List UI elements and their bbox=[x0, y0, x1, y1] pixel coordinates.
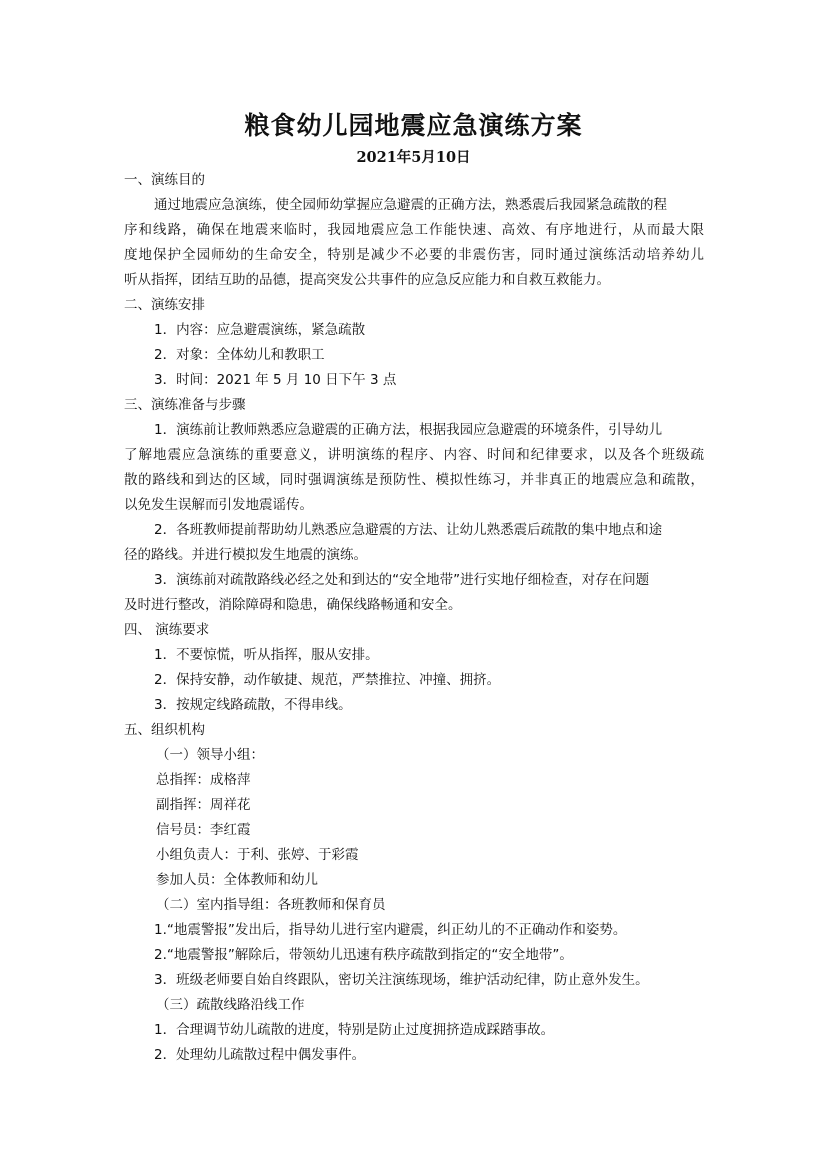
list-item: 1．合理调节幼儿疏散的进度，特别是防止过度拥挤造成踩踏事故。 bbox=[154, 1022, 555, 1038]
list-item: 1．内容：应急避震演练，紧急疏散 bbox=[154, 322, 366, 338]
paragraph-line: 以免发生误解而引发地震谣传。 bbox=[124, 497, 313, 513]
paragraph-line: 了解地震应急演练的重要意义，讲明演练的程序、内容、时间和纪律要求，以及各个班级疏 bbox=[124, 447, 704, 463]
paragraph-line: 2．各班教师提前帮助幼儿熟悉应急避震的方法、让幼儿熟悉震后疏散的集中地点和途 bbox=[154, 522, 663, 538]
document-date: 2021年5月10日 bbox=[356, 149, 471, 166]
list-item: 2．对象：全体幼儿和教职工 bbox=[154, 347, 325, 363]
list-item: 3．时间：2021 年 5 月 10 日下午 3 点 bbox=[154, 372, 397, 388]
paragraph-line: 及时进行整改，消除障碍和隐患，确保线路畅通和安全。 bbox=[124, 597, 462, 613]
list-item: 2.“地震警报”解除后，带领幼儿迅速有秩序疏散到指定的“安全地带”。 bbox=[154, 947, 573, 963]
section-heading: 四、 演练要求 bbox=[124, 622, 210, 638]
list-item: 3．按规定线路疏散，不得串线。 bbox=[154, 697, 352, 713]
staff-line: 信号员：李红霞 bbox=[156, 822, 251, 838]
subsection-heading: （二）室内指导组：各班教师和保育员 bbox=[156, 897, 386, 913]
section-heading: 二、演练安排 bbox=[124, 297, 205, 313]
paragraph-line: 1．演练前让教师熟悉应急避震的正确方法，根据我园应急避震的环境条件，引导幼儿 bbox=[154, 422, 663, 438]
list-item: 3．班级老师要自始自终跟队，密切关注演练现场，维护活动纪律，防止意外发生。 bbox=[154, 972, 649, 988]
section-heading: 五、组织机构 bbox=[124, 722, 205, 738]
staff-line: 副指挥：周祥花 bbox=[156, 797, 251, 813]
paragraph-line: 度地保护全园师幼的生命安全，特别是减少不必要的非震伤害，同时通过演练活动培养幼儿 bbox=[124, 247, 704, 263]
list-item: 2．处理幼儿疏散过程中偶发事件。 bbox=[154, 1047, 366, 1063]
list-item: 1.“地震警报”发出后，指导幼儿进行室内避震，纠正幼儿的不正确动作和姿势。 bbox=[154, 922, 627, 938]
paragraph-line: 散的路线和到达的区域，同时强调演练是预防性、模拟性练习，并非真正的地震应急和疏散， bbox=[124, 472, 704, 488]
staff-line: 小组负责人：于利、张婷、于彩霞 bbox=[156, 847, 359, 863]
paragraph-line: 通过地震应急演练，使全园师幼掌握应急避震的正确方法，熟悉震后我园紧急疏散的程 bbox=[154, 197, 667, 213]
staff-line: 总指挥：成格萍 bbox=[156, 772, 251, 788]
paragraph-line: 听从指挥，团结互助的品德，提高突发公共事件的应急反应能力和自救互救能力。 bbox=[124, 272, 610, 288]
subsection-heading: （一）领导小组： bbox=[156, 747, 264, 763]
document-title: 粮食幼儿园地震应急演练方案 bbox=[244, 111, 583, 140]
paragraph-line: 序和线路，确保在地震来临时，我园地震应急工作能快速、高效、有序地进行，从而最大限 bbox=[124, 222, 704, 238]
list-item: 2．保持安静，动作敏捷、规范，严禁推拉、冲撞、拥挤。 bbox=[154, 672, 501, 688]
staff-line: 参加人员：全体教师和幼儿 bbox=[156, 872, 318, 888]
paragraph-line: 径的路线。并进行模拟发生地震的演练。 bbox=[124, 547, 367, 563]
paragraph-line: 3．演练前对疏散路线必经之处和到达的“安全地带”进行实地仔细检查，对存在问题 bbox=[154, 572, 650, 588]
section-heading: 三、演练准备与步骤 bbox=[124, 397, 246, 413]
list-item: 1．不要惊慌，听从指挥，服从安排。 bbox=[154, 647, 379, 663]
subsection-heading: （三）疏散线路沿线工作 bbox=[156, 997, 305, 1013]
section-heading: 一、演练目的 bbox=[124, 172, 205, 188]
